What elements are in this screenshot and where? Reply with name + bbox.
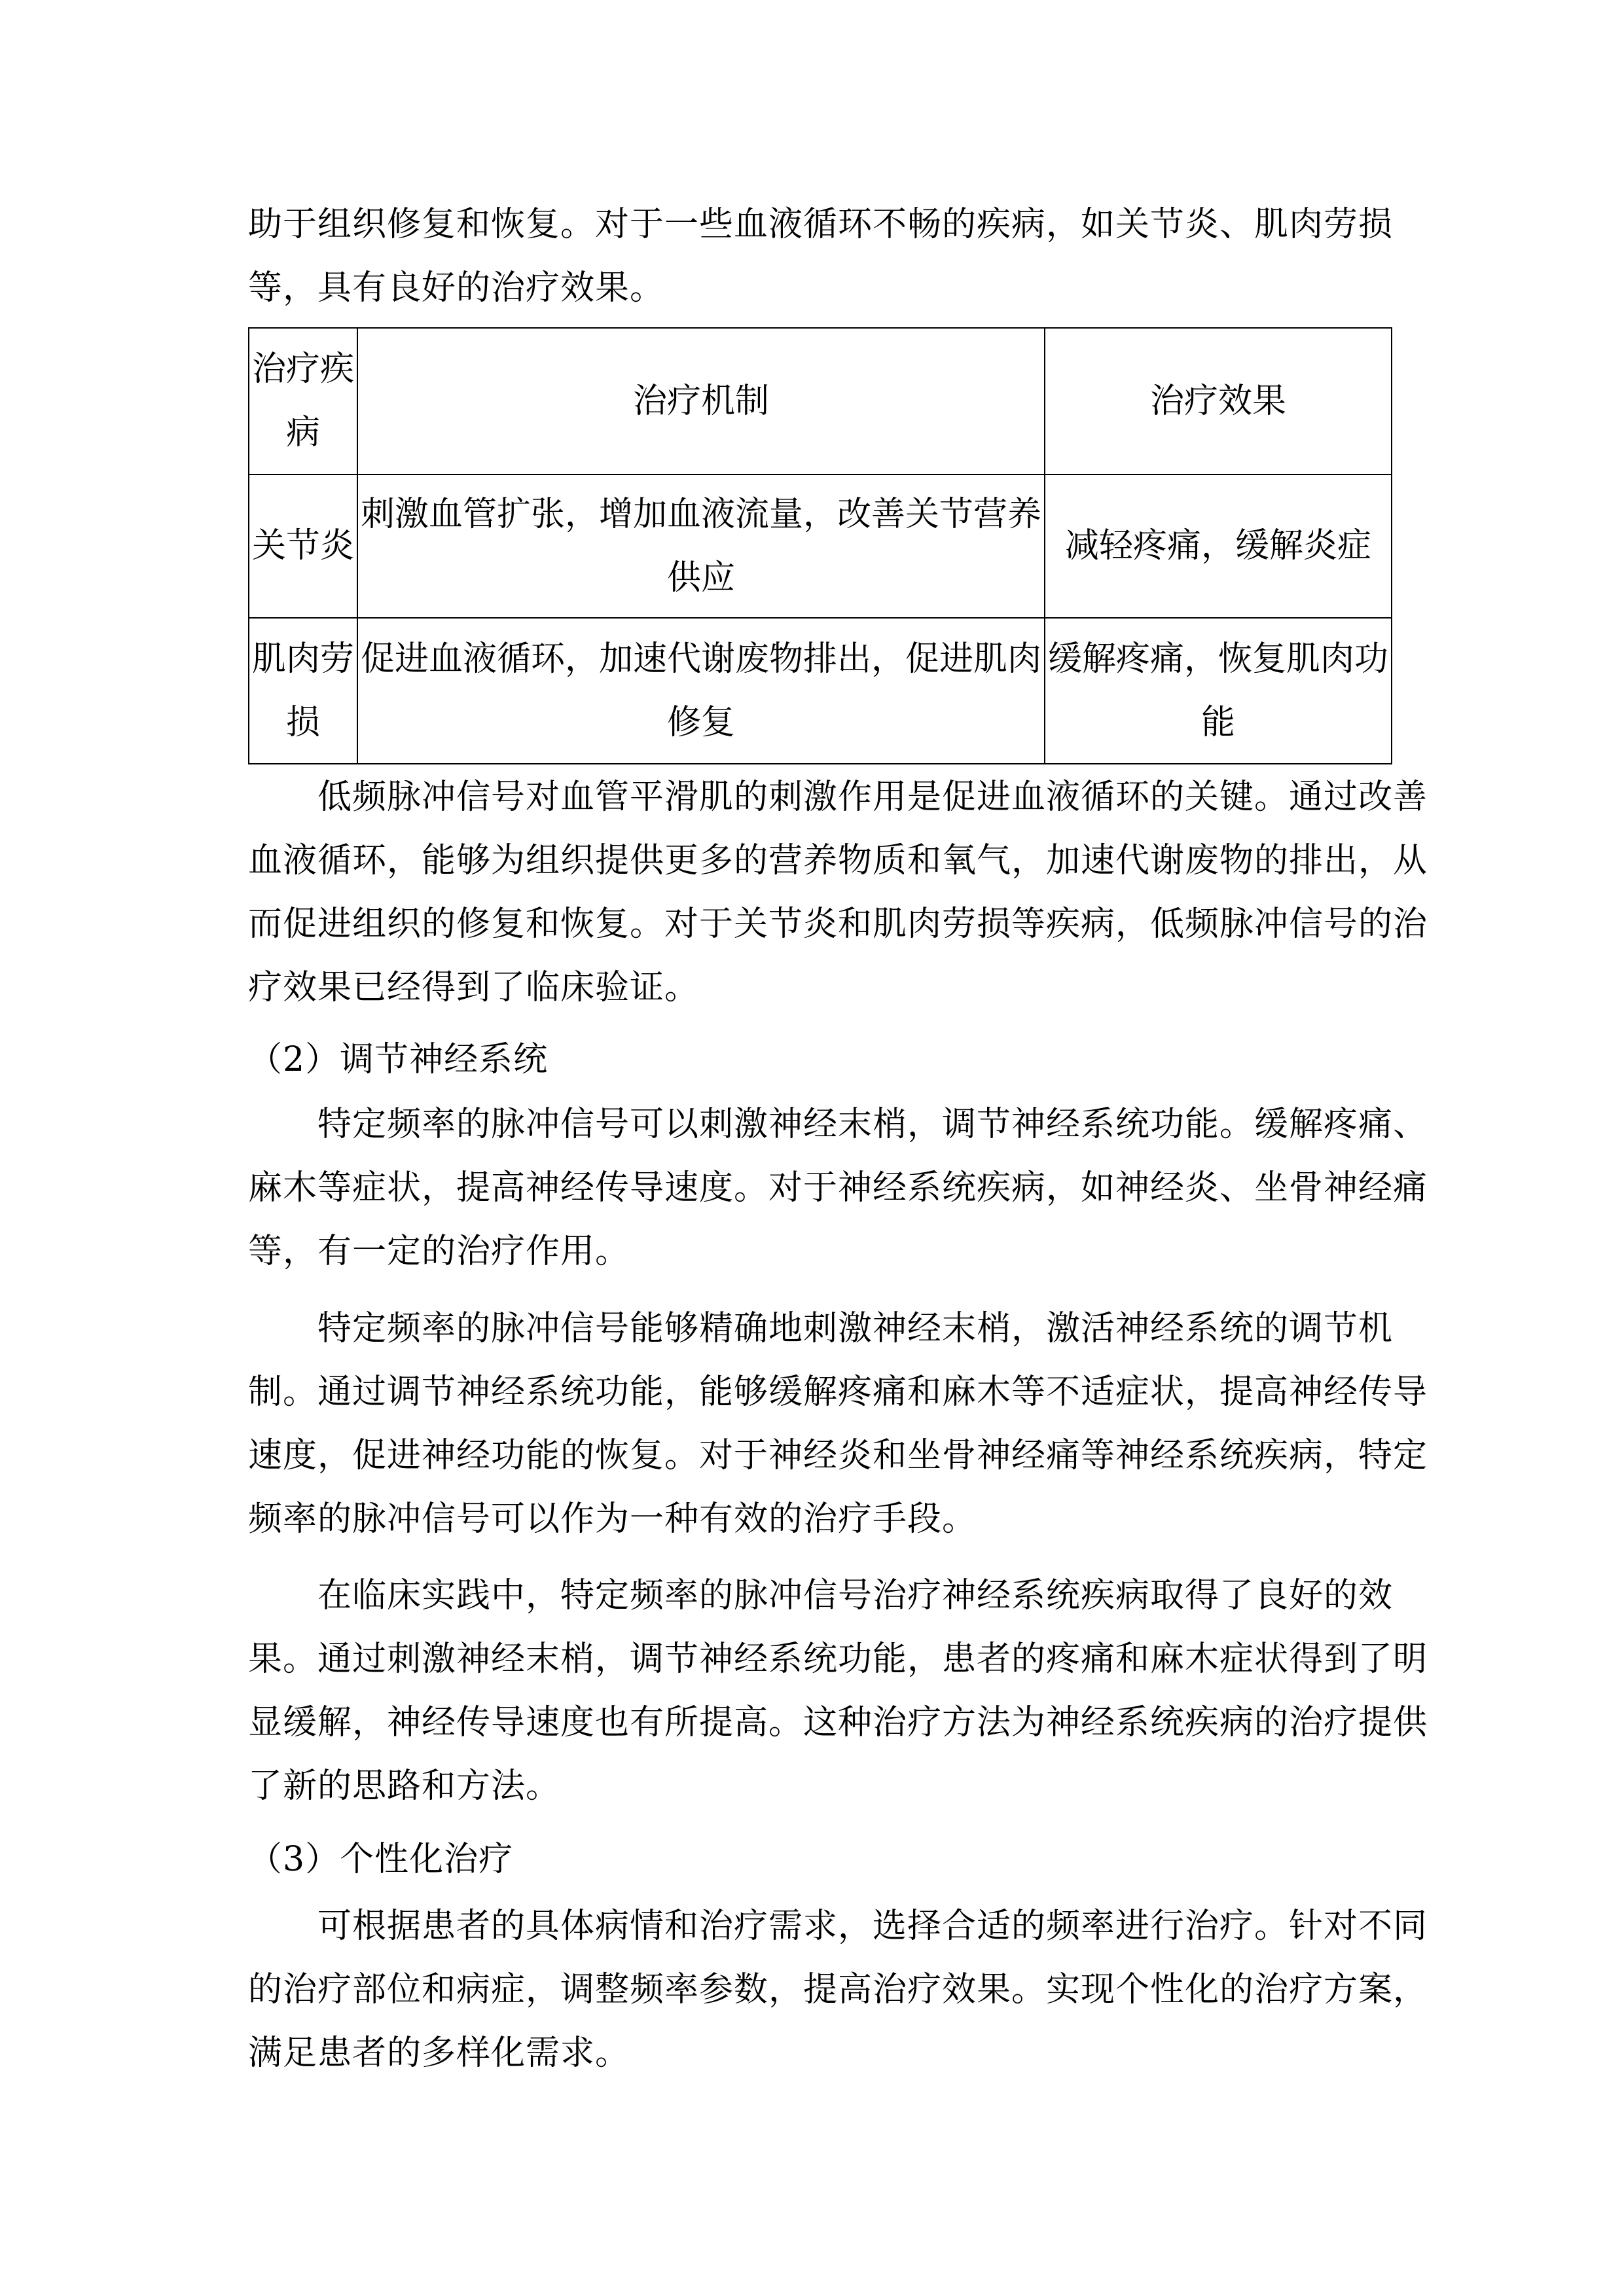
text-line: 频率的脉冲信号可以作为一种有效的治疗手段。 xyxy=(248,1499,977,1539)
text-line: 特定频率的脉冲信号可以刺激神经末梢，调节神经系统功能。缓解疼痛、 xyxy=(317,1105,1428,1144)
text-line: 的治疗部位和病症，调整频率参数，提高治疗效果。实现个性化的治疗方案， xyxy=(248,1970,1428,2009)
text-line: 满足患者的多样化需求。 xyxy=(248,2034,630,2073)
text-line: 低频脉冲信号对血管平滑肌的刺激作用是促进血液循环的关键。通过改善 xyxy=(317,778,1428,817)
header-mechanism xyxy=(357,328,1045,475)
table-row xyxy=(249,475,1392,618)
cell-line: 供应 xyxy=(667,558,736,598)
cell-disease xyxy=(249,475,357,618)
heading-text: （3）个性化治疗 xyxy=(248,1840,514,1879)
text-line: 等，具有良好的治疗效果。 xyxy=(248,268,665,308)
cell-line: 治疗疾 xyxy=(252,350,355,389)
cell-effect xyxy=(1045,618,1392,764)
text-line: 速度，促进神经功能的恢复。对于神经炎和坐骨神经痛等神经系统疾病，特定 xyxy=(248,1436,1428,1475)
paragraph-nervous-3 xyxy=(248,1564,1428,1818)
text-line: 等，有一定的治疗作用。 xyxy=(248,1232,630,1271)
text-line: 在临床实践中，特定频率的脉冲信号治疗神经系统疾病取得了良好的效 xyxy=(317,1576,1394,1615)
cell-line: 促进血液循环，加速代谢废物排出，促进肌肉 xyxy=(361,639,1042,679)
cell-effect xyxy=(1045,475,1392,618)
table-row xyxy=(249,618,1392,764)
cell-line: 病 xyxy=(286,413,321,452)
paragraph-nervous-2 xyxy=(248,1297,1428,1551)
text-line: 麻木等症状，提高神经传导速度。对于神经系统疾病，如神经炎、坐骨神经痛 xyxy=(248,1168,1428,1208)
text-line: 了新的思路和方法。 xyxy=(248,1767,561,1806)
cell-line: 肌肉劳 xyxy=(252,639,355,679)
cell-disease xyxy=(249,618,357,764)
header-effect xyxy=(1045,328,1392,475)
cell-line: 治疗机制 xyxy=(633,381,770,421)
text-line: 而促进组织的修复和恢复。对于关节炎和肌肉劳损等疾病，低频脉冲信号的治 xyxy=(248,905,1428,944)
text-line: 显缓解，神经传导速度也有所提高。这种治疗方法为神经系统疾病的治疗提供 xyxy=(248,1703,1428,1742)
text-line: 制。通过调节神经系统功能，能够缓解疼痛和麻木等不适症状，提高神经传导 xyxy=(248,1372,1428,1412)
section-heading-3 xyxy=(248,1828,1390,1892)
section-heading-2 xyxy=(248,1028,1390,1092)
cell-line: 损 xyxy=(286,702,321,742)
intro-paragraph xyxy=(248,193,1394,320)
text-line: 血液循环，能够为组织提供更多的营养物质和氧气，加速代谢废物的排出，从 xyxy=(248,841,1428,880)
paragraph-blood-circulation xyxy=(248,766,1428,1020)
paragraph-nervous-1 xyxy=(248,1093,1428,1283)
header-disease xyxy=(249,328,357,475)
cell-line: 治疗效果 xyxy=(1150,381,1287,421)
text-line: 可根据患者的具体病情和治疗需求，选择合适的频率进行治疗。针对不同 xyxy=(317,1907,1428,1946)
cell-line: 修复 xyxy=(667,702,736,742)
cell-mechanism xyxy=(357,618,1045,764)
text-line: 果。通过刺激神经末梢，调节神经系统功能，患者的疼痛和麻木症状得到了明 xyxy=(248,1640,1428,1679)
text-line: 疗效果已经得到了临床验证。 xyxy=(248,968,700,1007)
paragraph-personalized xyxy=(248,1895,1428,2085)
cell-line: 减轻疼痛，缓解炎症 xyxy=(1065,526,1372,565)
heading-text: （2）调节神经系统 xyxy=(248,1040,549,1079)
cell-line: 关节炎 xyxy=(252,526,355,565)
cell-mechanism xyxy=(357,475,1045,618)
table-header-row xyxy=(249,328,1392,475)
cell-line: 刺激血管扩张，增加血液流量，改善关节营养 xyxy=(361,494,1042,534)
text-line: 特定频率的脉冲信号能够精确地刺激神经末梢，激活神经系统的调节机 xyxy=(317,1309,1394,1348)
text-line: 助于组织修复和恢复。对于一些血液循环不畅的疾病，如关节炎、肌肉劳损 xyxy=(248,205,1394,244)
cell-line: 能 xyxy=(1201,702,1236,742)
cell-line: 缓解疼痛，恢复肌肉功 xyxy=(1048,639,1389,679)
treatment-table xyxy=(248,327,1392,764)
